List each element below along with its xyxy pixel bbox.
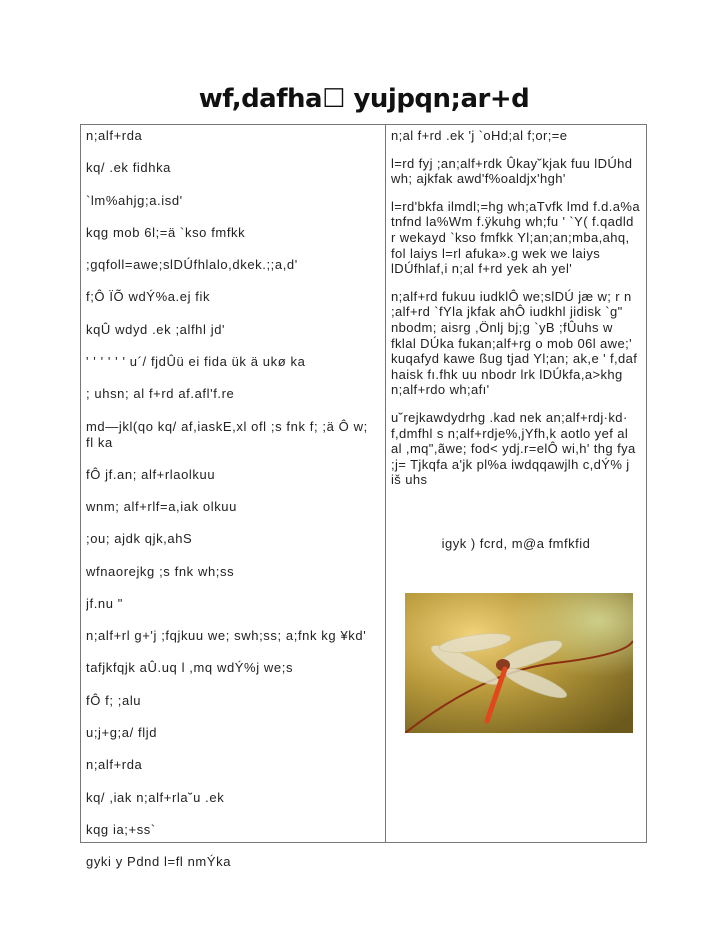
left-line: wfnaorejkg ;s fnk wh;ss (86, 563, 235, 579)
photo-caption: igyk ) fcrd, m@a fmfkfid (441, 535, 591, 551)
left-line: n;alf+rda (86, 757, 143, 773)
left-line: jf.nu " (86, 595, 123, 611)
left-line: kq/ ,iak n;alf+rla˘u .ek (86, 789, 225, 805)
left-line: `lm%ahjg;a.isd' (86, 192, 183, 208)
left-line: ;gqfoll=awe;slDÚfhlalo,dkek.;;a,d' (86, 257, 298, 273)
right-paragraph: n;alf+rd fukuu iudklÔ we;slDÚ jæ w; r n ;alf+rd `fYla jkfak ahÔ iudkhl jidisk `g" nbodm; aisrg ,Önlj bj;g `yB ;fÛuhs w fklal DÚka fukan;alf+rg o mob 06l awe;' kuqafyd kawe ßug tjad Yl;an; ak,e ' f,daf haisk fı.fhk uu nbodr lrk lDÚkfa,a>khg n;alf+rdo wh;afı' (391, 288, 638, 398)
right-paragraph: l=rd fyj ;an;alf+rdk Ûkay˘kjak fuu lDÚhd wh; ajkfak awd'f%oaldjx'hgh' (391, 155, 633, 187)
left-line: fÔ f; ;alu (86, 692, 142, 708)
dragonfly-photo (405, 593, 633, 733)
left-line: tafjkfqjk aÛ.uq l ,mq wdÝ%j we;s (86, 660, 294, 676)
left-line: n;alf+rl g+'j ;fqjkuu we; swh;ss; a;fnk kg ¥kd' (86, 628, 367, 644)
left-line: ; uhsn; al f+rd af.afl'f.re (86, 386, 235, 402)
left-line: kqg ia;+ss` (86, 821, 156, 837)
right-paragraph: u˘rejkawdydrhg .kad nek an;alf+rdj·kd· f,dmfhl s n;alf+rdje%,jYfh,k aotlo yef al al ,mq",ãwe; fod< ydj.r=elÔ wi,h' thg fya ;j= Tjkqfa a'jk pl%a iwdqqawjlh c,dÝ% j iš uhs (391, 409, 636, 488)
left-line: ;ou; ajdk qjk,ahS (86, 531, 193, 547)
left-line: kqg mob 6l;=ä `kso fmfkk (86, 224, 246, 240)
right-column (391, 128, 641, 551)
left-line: kq/ .ek fidhka (86, 160, 171, 176)
left-line: u;j+g;a/ fljd (86, 725, 158, 741)
left-line: md—jkl(qo kq/ af,iaskE,xl ofl ;s fnk f; ;ä Ô w; fl ka (86, 418, 368, 450)
right-paragraph: n;al f+rd .ek 'j `oHd;al f;or;=e (391, 128, 568, 143)
column-divider (385, 124, 386, 843)
page-title: wf,dafha☐ yujpqn;ar+d (198, 84, 530, 114)
left-line: n;alf+rda (86, 128, 143, 143)
dragonfly-image (405, 593, 633, 733)
left-line: kqÛ wdyd .ek ;alfhl jd' (86, 321, 226, 337)
left-column (86, 128, 378, 887)
left-line: wnm; alf+rlf=a,iak olkuu (86, 498, 237, 514)
left-line: fÔ jf.an; alf+rlaolkuu (86, 466, 216, 482)
left-line: gyki y Pdnd l=fl nmÝka (86, 854, 232, 870)
left-line: f;Ô ÏÕ wdÝ%a.ej fik (86, 289, 211, 305)
right-paragraph: l=rd'bkfa ilmdl;=hg wh;aTvfk lmd f.d.a%a tnfnd la%Wm f.ÿkuhg wh;fu ' `Y( f.qadld r wekayd `kso fmfkk Yl;an;an;mba,ahq, fol laiys l=rl afuka».g wek we laiys lDÚfhlaf,i n;al f+rd yek ah yel' (391, 198, 640, 277)
left-line: ' ' ' ' ' ' u´/ fjdÛü ei fida ük ä ukø ka (86, 354, 306, 370)
